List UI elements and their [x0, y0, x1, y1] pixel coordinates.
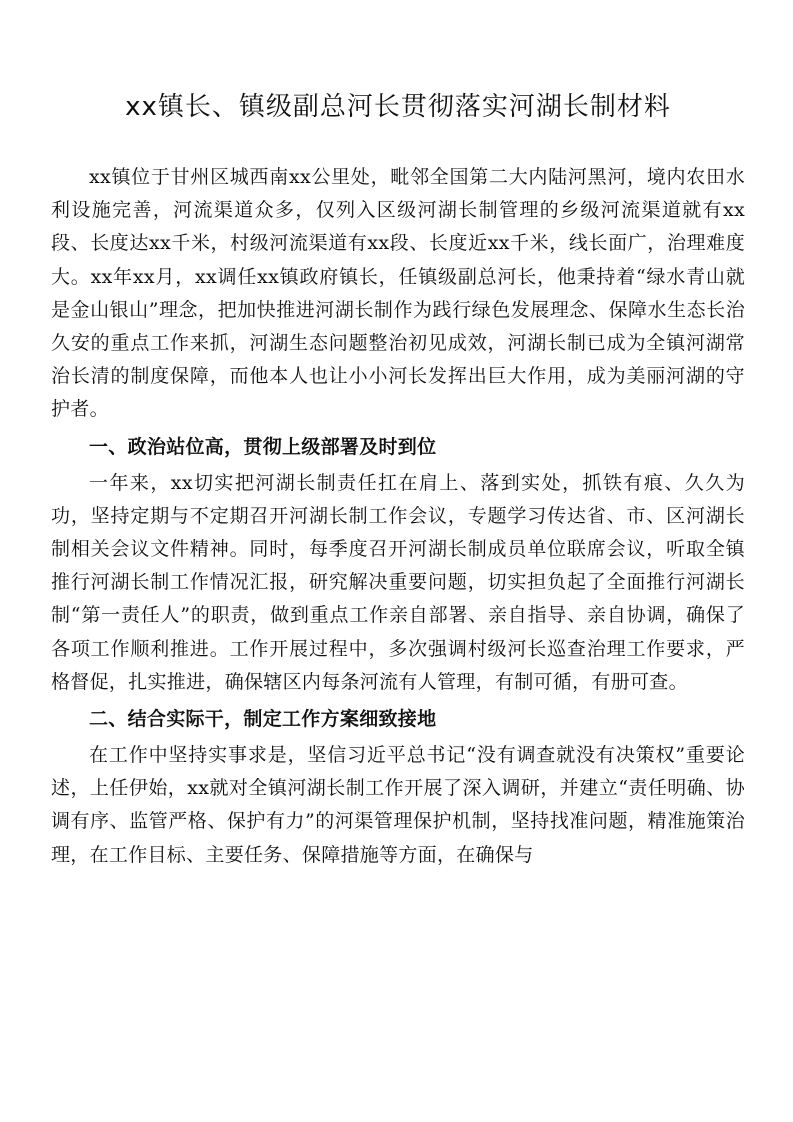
section-heading-1: 一、政治站位高，贯彻上级部署及时到位: [89, 435, 437, 458]
section-2-paragraph: 在工作中坚持实事求是，坚信习近平总书记“没有调查就没有决策权”重要论述，上任伊始，xx就对全镇河湖长制工作开展了深入调研，并建立“责任明确、协调有序、监管严格、保护有力”的河渠管理保护机制，坚持找准问题，精准施策治理，在工作目标、主要任务、保障措施等方面，在确保与: [51, 744, 745, 866]
section-heading-2: 二、结合实际干，制定工作方案细致接地: [89, 708, 437, 731]
section-1-paragraph: 一年来，xx切实把河湖长制责任扛在肩上、落到实处，抓铁有痕、久久为功，坚持定期与不定期召开河湖长制工作会议，专题学习传达省、市、区河湖长制相关会议文件精神。同时，每季度召开河湖长制成员单位联席会议，听取全镇推行河湖长制工作情况汇报，研究解决重要问题，切实担负起了全面推行河湖长制“第一责任人”的职责，做到重点工作亲自部署、亲自指导、亲自协调，确保了各项工作顺利推进。工作开展过程中，多次强调村级河长巡查治理工作要求，严格督促，扎实推进，确保辖区内每条河流有人管理，有制可循，有册可查。: [51, 471, 745, 693]
intro-paragraph: xx镇位于甘州区城西南xx公里处，毗邻全国第二大内陆河黑河，境内农田水利设施完善，河流渠道众多，仅列入区级河湖长制管理的乡级河流渠道就有xx段、长度达xx千米，村级河流渠道有xx段、长度近xx千米，线长面广，治理难度大。xx年xx月，xx调任xx镇政府镇长，任镇级副总河长，他秉持着“绿水青山就是金山银山”理念，把加快推进河湖长制作为践行绿色发展理念、保障水生态长治久安的重点工作来抓，河湖生态问题整治初见成效，河湖长制已成为全镇河湖常治长清的制度保障，而他本人也让小小河长发挥出巨大作用，成为美丽河湖的守护者。: [51, 166, 745, 421]
document-title: xx镇长、镇级副总河长贯彻落实河湖长制材料: [125, 92, 671, 122]
